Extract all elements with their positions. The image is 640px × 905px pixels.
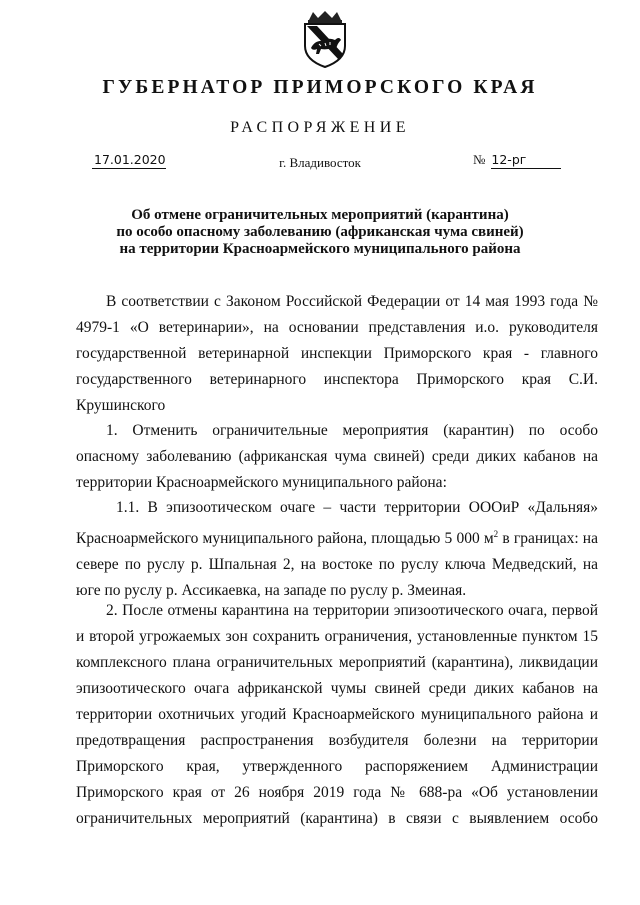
primorsky-coat-of-arms-icon	[297, 10, 353, 68]
body-paragraph-item-1	[76, 418, 598, 496]
document-subject	[0, 207, 640, 258]
paragraph-text: 1. Отменить ограничительные мероприятия (карантин) по особо опасному заболеванию (африканская чума свиней) среди диких кабанов на территории Красноармейского муниципального района:	[76, 422, 598, 491]
paragraph-text: 2. После отмены карантина на территории эпизоотического очага, первой и второй угрожаемых зон сохранить ограничения, установленные пунктом 15 комплексного плана ограничительных мероприятий (карантина), ликвидации эпизоотического очага африканской чумы свиней среди диких кабанов на территории охотничьих угодий Красноармейского муниципального района и предотвращения распространения возбудителя болезни на территории Приморского края, утвержденного распоряжением Администрации Приморского края от 26 ноября 2019 года № 688-ра «Об установлении ограничительных мероприятий (карантина) в связи с выявлением особо	[76, 602, 598, 827]
subject-line: Об отмене ограничительных мероприятий (карантина)	[131, 207, 509, 223]
body-paragraph-item-1-1	[76, 495, 598, 604]
document-city: г. Владивосток	[279, 155, 361, 170]
paragraph-text-part: в границах: на севере по руслу р. Шпальная 2, на востоке по руслу ключа Медведский, на юге по руслу р. Ассикаевка, на западе по руслу р. Змеиная.	[76, 530, 598, 600]
body-paragraph-preamble	[76, 289, 598, 419]
number-value: 12-рг	[491, 152, 561, 169]
subject-line: на территории Красноармейского муниципального района	[119, 241, 521, 257]
body-paragraph-item-2	[76, 598, 598, 832]
document-type: РАСПОРЯЖЕНИЕ	[230, 119, 410, 136]
paragraph-text	[76, 495, 598, 604]
governor-title: ГУБЕРНАТОР ПРИМОРСКОГО КРАЯ	[102, 77, 538, 98]
number-symbol: №	[473, 152, 486, 167]
paragraph-text: В соответствии с Законом Российской Федерации от 14 мая 1993 года № 4979-1 «О ветеринарии», на основании представления и.о. руководителя государственной ветеринарной инспекции Приморского края - главного государственного ветеринарного инспектора Приморского края С.И. Крушинского	[76, 293, 598, 414]
document-number	[473, 152, 561, 169]
document-date: 17.01.2020	[94, 152, 166, 167]
paragraph-text-part: 1.1. В эпизоотическом очаге – части территории ОООиР «Дальняя» Красноармейского муниципального района, площадью 5 000 м	[76, 499, 598, 548]
subject-line: по особо опасному заболеванию (африканская чума свиней)	[116, 224, 524, 240]
area-unit-superscript: 2	[493, 529, 499, 539]
